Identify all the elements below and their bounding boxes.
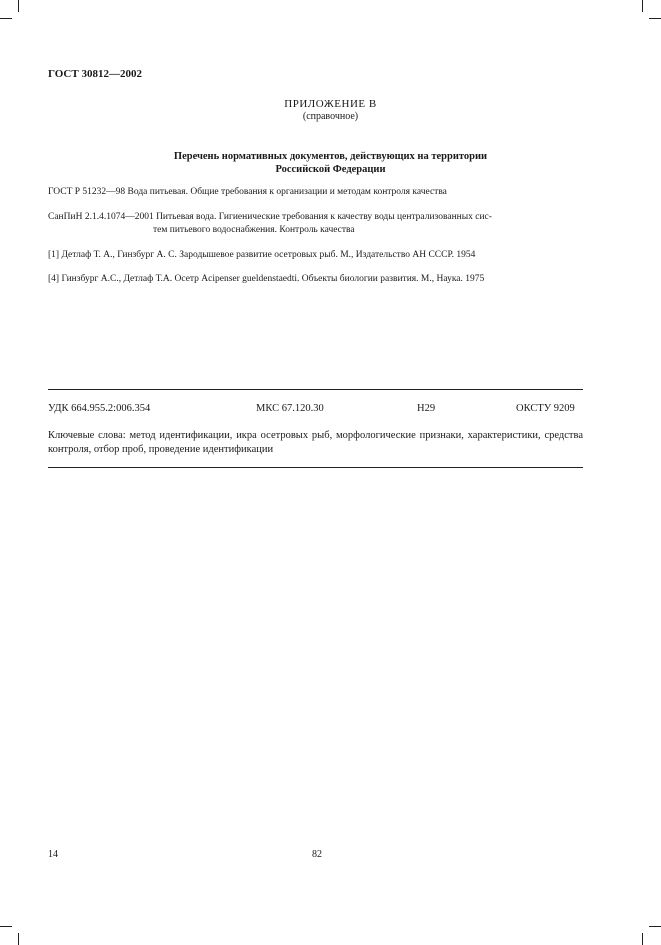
group-code: Н29 bbox=[417, 403, 436, 414]
crop-mark-top-left-h bbox=[0, 18, 12, 19]
reference-item: ГОСТ Р 51232—98 Вода питьевая. Общие требования к организации и методам контроля качества bbox=[48, 187, 447, 197]
crop-mark-top-right-h bbox=[649, 18, 661, 19]
appendix-heading-line2: Российской Федерации bbox=[275, 164, 386, 175]
crop-mark-bottom-left-v bbox=[18, 933, 19, 945]
crop-mark-bottom-left-h bbox=[0, 926, 12, 927]
appendix-title: ПРИЛОЖЕНИЕ В bbox=[284, 98, 377, 110]
udk-code: УДК 664.955.2:006.354 bbox=[48, 403, 151, 414]
reference-item: [4] Гинзбург А.С., Детлаф Т.А. Осетр Acipenser gueldenstaedti. Объекты биологии развития. М., Наука. 1975 bbox=[48, 274, 485, 284]
standard-header: ГОСТ 30812—2002 bbox=[48, 68, 142, 80]
reference-item: СанПиН 2.1.4.1074—2001 Питьевая вода. Гигиенические требования к качеству воды централизованных сис- bbox=[48, 212, 492, 222]
appendix-heading bbox=[0, 150, 661, 176]
crop-mark-top-right-v bbox=[642, 0, 643, 12]
mks-code: МКС 67.120.30 bbox=[256, 403, 324, 414]
footer-left-number: 14 bbox=[48, 849, 58, 860]
appendix-heading-line1: Перечень нормативных документов, действующих на территории bbox=[173, 151, 488, 162]
okstu-code: ОКСТУ 9209 bbox=[516, 403, 575, 414]
crop-mark-bottom-right-v bbox=[642, 933, 643, 945]
appendix-subtitle: (справочное) bbox=[302, 111, 359, 122]
reference-item: [1] Детлаф Т. А., Гинзбург А. С. Зародышевое развитие осетровых рыб. М., Издательство АН СССР. 1954 bbox=[48, 250, 476, 260]
crop-mark-bottom-right-h bbox=[649, 926, 661, 927]
page-number: 82 bbox=[312, 849, 322, 860]
keywords: Ключевые слова: метод идентификации, икра осетровых рыб, морфологические признаки, характеристики, средства контроля, отбор проб, проведение идентификации bbox=[48, 430, 583, 455]
divider-top bbox=[48, 389, 583, 390]
crop-mark-top-left-v bbox=[18, 0, 19, 12]
reference-item-continuation: тем питьевого водоснабжения. Контроль качества bbox=[153, 225, 355, 235]
divider-bottom bbox=[48, 467, 583, 468]
